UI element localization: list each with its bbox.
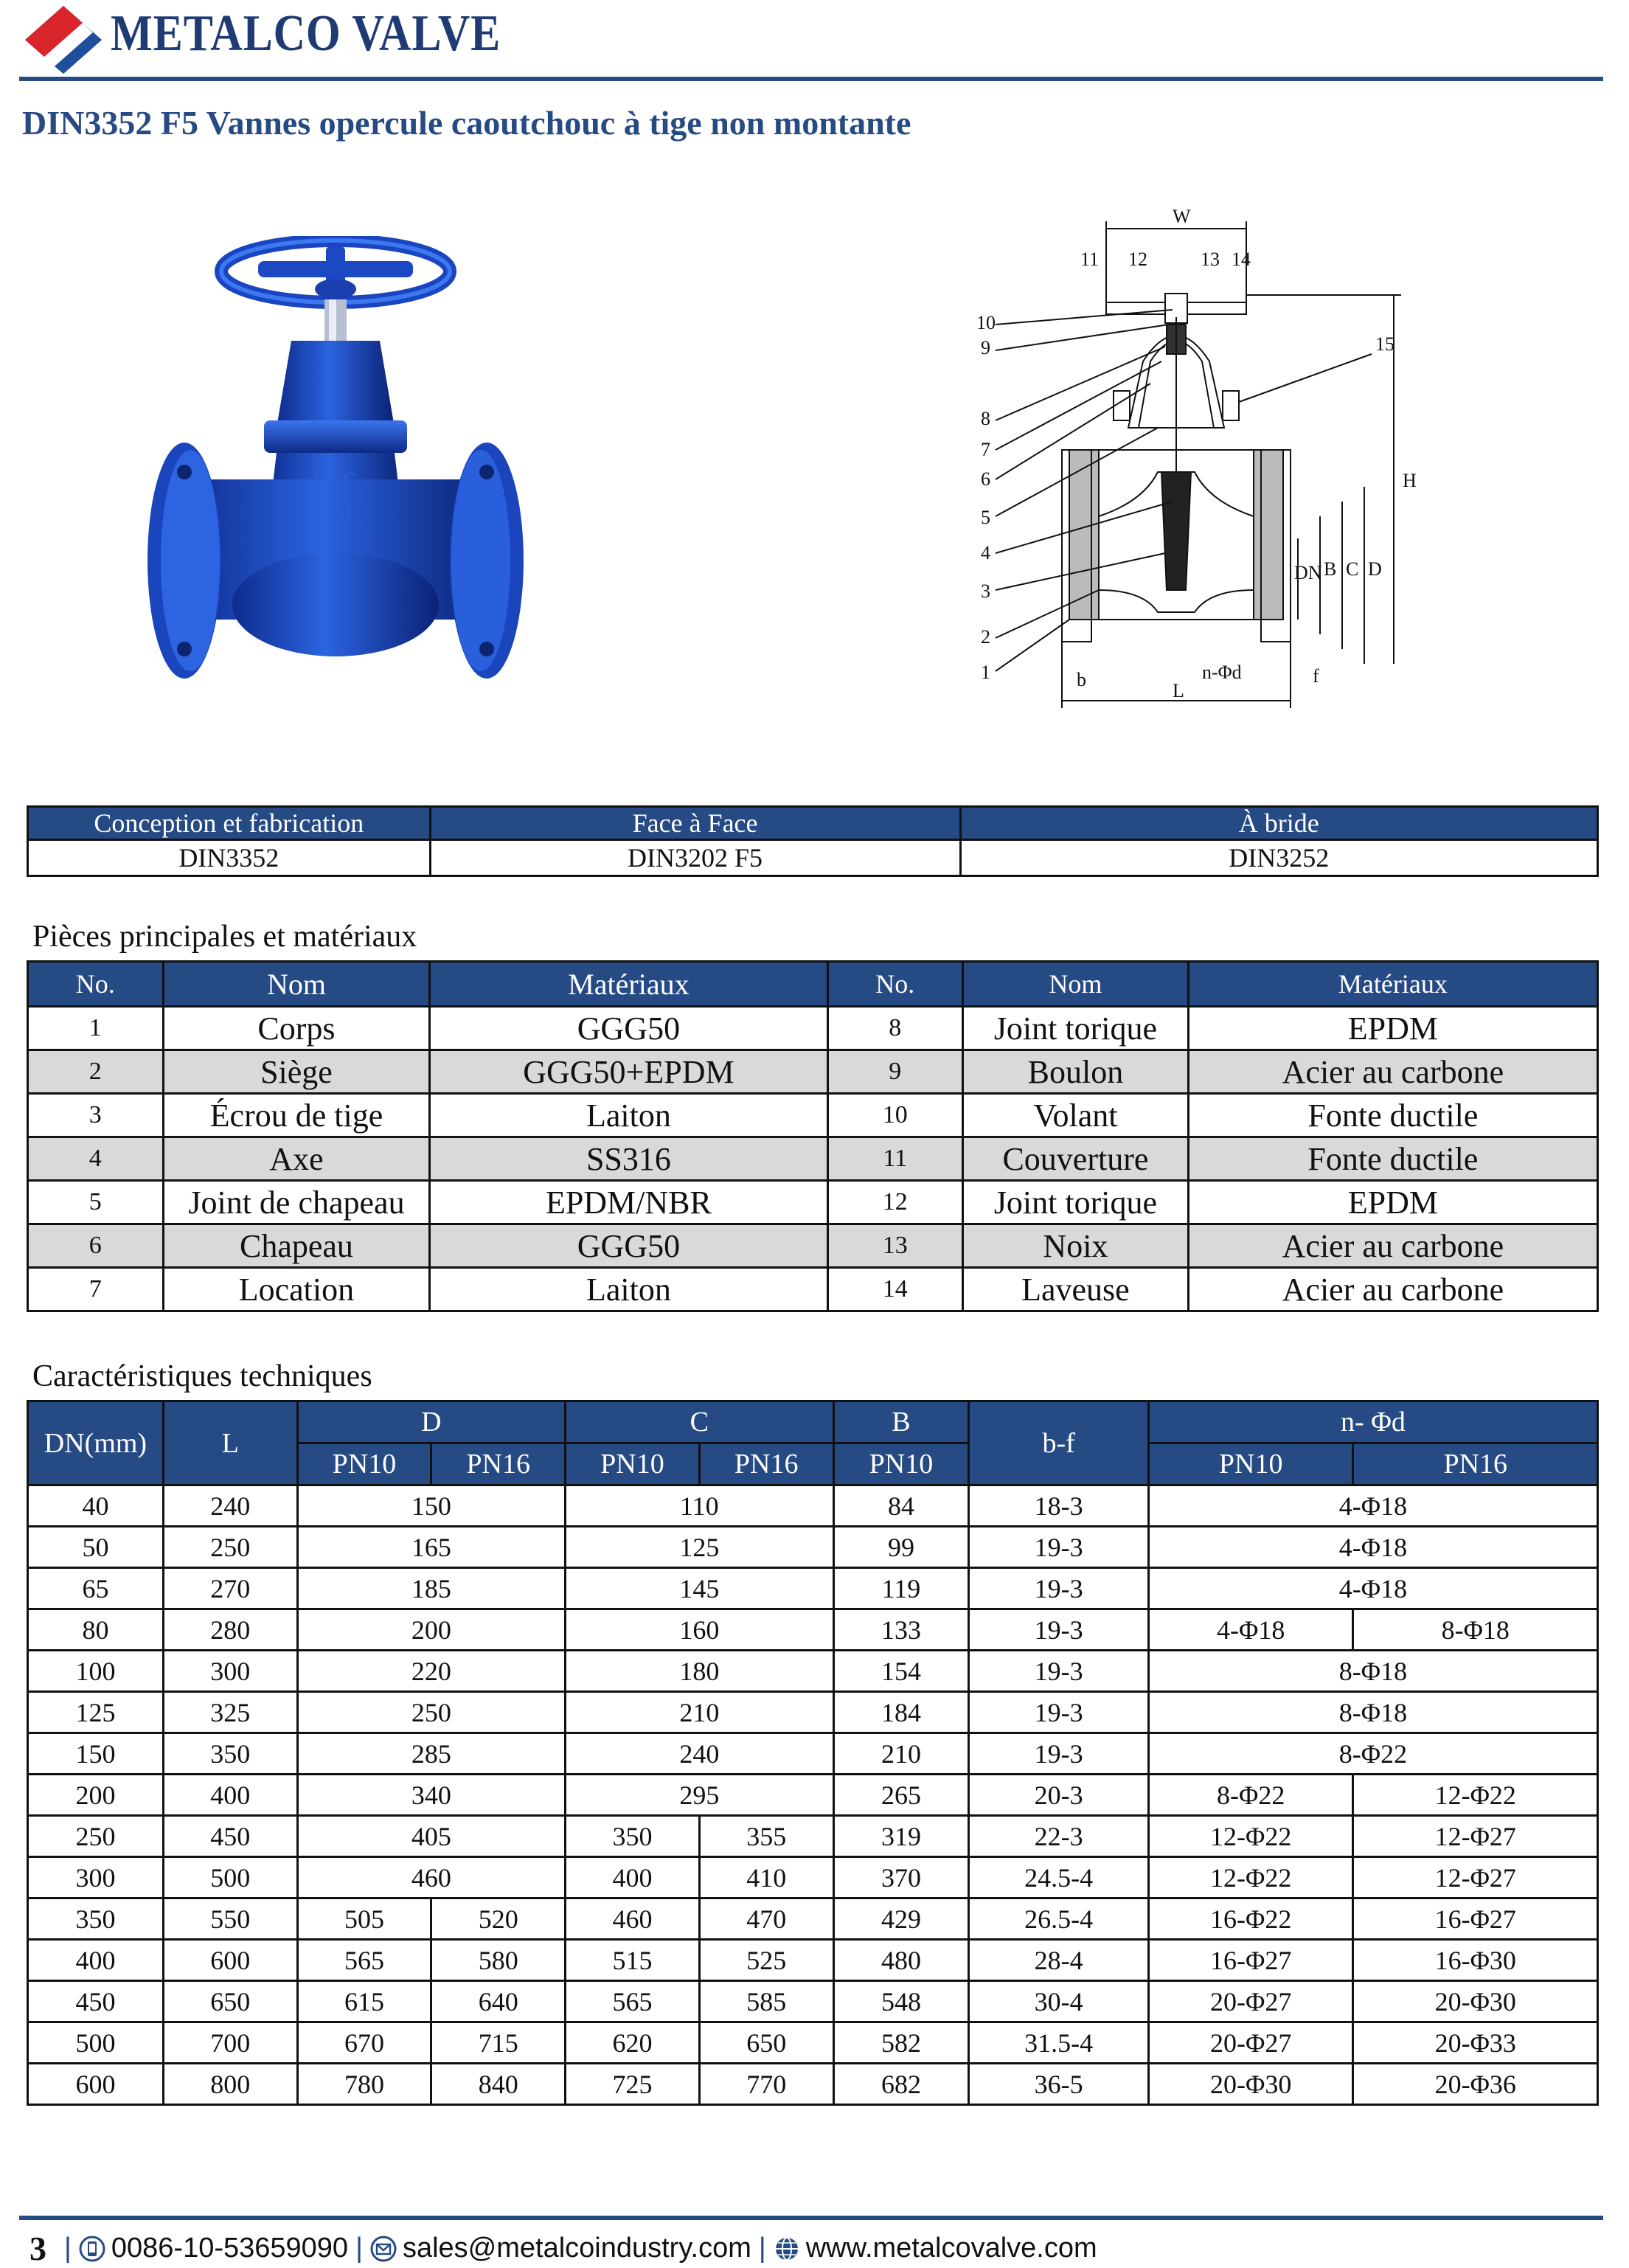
spec-header-dn: DN(mm) xyxy=(28,1401,164,1485)
svg-text:b: b xyxy=(1077,669,1086,690)
svg-text:15: 15 xyxy=(1375,333,1394,355)
spec-d: 165 xyxy=(297,1527,566,1568)
parts-header: No. xyxy=(28,962,164,1007)
part-number: 8 xyxy=(827,1007,963,1050)
spec-c-pn10: 400 xyxy=(566,1857,700,1898)
spec-dn: 600 xyxy=(28,2064,164,2105)
part-number: 9 xyxy=(827,1050,963,1094)
spec-b: 210 xyxy=(833,1733,969,1775)
svg-text:14: 14 xyxy=(1232,249,1251,270)
spec-row xyxy=(28,2022,1598,2064)
footer-rule xyxy=(19,2216,1603,2220)
spec-header-pn10: PN10 xyxy=(297,1443,431,1485)
header-rule xyxy=(19,77,1603,81)
part-material: Acier au carbone xyxy=(1188,1224,1597,1268)
part-material: Laiton xyxy=(430,1268,827,1311)
spec-row xyxy=(28,1857,1598,1898)
spec-d-pn10: 505 xyxy=(297,1898,431,1940)
spec-l: 600 xyxy=(163,1940,297,1981)
part-number: 4 xyxy=(28,1137,164,1181)
brand-name: METALCO VALVE xyxy=(111,5,501,62)
spec-dn: 300 xyxy=(28,1857,164,1898)
spec-dn: 100 xyxy=(28,1651,164,1692)
spec-header-l: L xyxy=(163,1401,297,1485)
spec-header-pn10: PN10 xyxy=(566,1443,700,1485)
spec-dn: 450 xyxy=(28,1981,164,2022)
part-material: EPDM xyxy=(1188,1181,1597,1224)
spec-l: 500 xyxy=(163,1857,297,1898)
spec-bf: 28-4 xyxy=(969,1940,1149,1981)
parts-row xyxy=(28,1137,1598,1181)
spec-nd-pn10: 8-Φ22 xyxy=(1148,1775,1353,1816)
spec-b: 319 xyxy=(833,1816,969,1857)
spec-c-pn10: 565 xyxy=(566,1981,700,2022)
svg-text:W: W xyxy=(1173,207,1191,227)
parts-row xyxy=(28,1181,1598,1224)
part-name: Siège xyxy=(163,1050,430,1094)
spec-b: 99 xyxy=(833,1527,969,1568)
spec-d-pn16: 520 xyxy=(431,1898,566,1940)
spec-bf: 18-3 xyxy=(969,1485,1149,1527)
spec-row xyxy=(28,1692,1598,1733)
spec-bf: 19-3 xyxy=(969,1651,1149,1692)
spec-d-pn10: 670 xyxy=(297,2022,431,2064)
spec-b: 429 xyxy=(833,1898,969,1940)
svg-text:7: 7 xyxy=(981,439,990,460)
svg-text:DN: DN xyxy=(1294,562,1322,583)
phone-number[interactable]: 0086-10-53659090 xyxy=(111,2233,349,2264)
svg-text:B: B xyxy=(1324,558,1337,580)
spec-l: 800 xyxy=(163,2064,297,2105)
spec-nd-pn16: 20-Φ30 xyxy=(1353,1981,1598,2022)
spec-dn: 125 xyxy=(28,1692,164,1733)
parts-body xyxy=(28,1007,1598,1311)
parts-row xyxy=(28,1050,1598,1094)
part-number: 13 xyxy=(827,1224,963,1268)
spec-dn: 50 xyxy=(28,1527,164,1568)
std-value: DIN3352 xyxy=(28,840,431,876)
parts-header: Nom xyxy=(163,962,430,1007)
valve-cross-section-drawing xyxy=(951,207,1453,723)
spec-header-b: B xyxy=(833,1401,969,1443)
website-link[interactable]: www.metalcovalve.com xyxy=(805,2233,1097,2264)
spec-row xyxy=(28,1651,1598,1692)
part-material: EPDM/NBR xyxy=(430,1181,827,1224)
spec-l: 650 xyxy=(163,1981,297,2022)
svg-text:9: 9 xyxy=(981,337,990,358)
standards-table xyxy=(27,805,1599,877)
spec-row xyxy=(28,1816,1598,1857)
spec-c-pn10: 460 xyxy=(566,1898,700,1940)
svg-text:f: f xyxy=(1313,665,1319,687)
spec-header-pn10: PN10 xyxy=(1148,1443,1353,1485)
valve-photo xyxy=(140,236,531,745)
spec-c-pn16: 770 xyxy=(699,2064,833,2105)
spec-bf: 19-3 xyxy=(969,1733,1149,1775)
spec-c-pn10: 620 xyxy=(566,2022,700,2064)
part-name: Laveuse xyxy=(963,1268,1189,1311)
parts-header: No. xyxy=(827,962,963,1007)
spec-row xyxy=(28,1733,1598,1775)
part-number: 5 xyxy=(28,1181,164,1224)
spec-d: 460 xyxy=(297,1857,566,1898)
spec-nd: 4-Φ18 xyxy=(1148,1485,1597,1527)
globe-icon xyxy=(774,2236,800,2262)
part-material: GGG50 xyxy=(430,1007,827,1050)
part-material: GGG50 xyxy=(430,1224,827,1268)
svg-text:2: 2 xyxy=(981,626,990,648)
spec-dn: 40 xyxy=(28,1485,164,1527)
spec-d-pn16: 640 xyxy=(431,1981,566,2022)
std-header: Face à Face xyxy=(430,807,960,840)
svg-text:C: C xyxy=(1346,558,1359,580)
spec-dn: 350 xyxy=(28,1898,164,1940)
spec-d: 340 xyxy=(297,1775,566,1816)
svg-text:4: 4 xyxy=(981,542,990,563)
svg-text:D: D xyxy=(1368,558,1382,580)
part-name: Chapeau xyxy=(163,1224,430,1268)
std-header: À bride xyxy=(960,807,1598,840)
part-name: Axe xyxy=(163,1137,430,1181)
spec-bf: 20-3 xyxy=(969,1775,1149,1816)
spec-row xyxy=(28,1527,1598,1568)
spec-row xyxy=(28,1940,1598,1981)
spec-d-pn16: 580 xyxy=(431,1940,566,1981)
spec-c-pn16: 650 xyxy=(699,2022,833,2064)
spec-dn: 400 xyxy=(28,1940,164,1981)
svg-text:n-Φd: n-Φd xyxy=(1202,662,1242,683)
svg-text:5: 5 xyxy=(981,507,990,528)
spec-d-pn10: 780 xyxy=(297,2064,431,2105)
spec-header-bf: b-f xyxy=(969,1401,1149,1485)
spec-c: 110 xyxy=(566,1485,834,1527)
footer: 3 | 0086-10-53659090 | sales@metalcoindustry.com | www.metalcovalve.com xyxy=(29,2230,1097,2267)
spec-l: 270 xyxy=(163,1568,297,1609)
spec-bf: 22-3 xyxy=(969,1816,1149,1857)
spec-b: 84 xyxy=(833,1485,969,1527)
parts-row xyxy=(28,1224,1598,1268)
spec-bf: 30-4 xyxy=(969,1981,1149,2022)
parts-header: Matériaux xyxy=(1188,962,1597,1007)
spec-nd-pn16: 12-Φ22 xyxy=(1353,1775,1598,1816)
spec-body xyxy=(28,1485,1598,2105)
spec-nd-pn10: 12-Φ22 xyxy=(1148,1857,1353,1898)
spec-l: 700 xyxy=(163,2022,297,2064)
part-material: EPDM xyxy=(1188,1007,1597,1050)
metalco-logo xyxy=(22,3,105,77)
email-link[interactable]: sales@metalcoindustry.com xyxy=(402,2233,751,2264)
spec-row xyxy=(28,1981,1598,2022)
parts-header: Matériaux xyxy=(430,962,827,1007)
spec-dn: 150 xyxy=(28,1733,164,1775)
spec-nd-pn16: 16-Φ30 xyxy=(1353,1940,1598,1981)
part-number: 7 xyxy=(28,1268,164,1311)
part-material: Fonte ductile xyxy=(1188,1137,1597,1181)
spec-header-pn16: PN16 xyxy=(431,1443,566,1485)
std-value: DIN3252 xyxy=(960,840,1598,876)
spec-c-pn10: 725 xyxy=(566,2064,700,2105)
spec-c-pn16: 355 xyxy=(699,1816,833,1857)
parts-section-title: Pièces principales et matériaux xyxy=(32,920,417,954)
spec-bf: 19-3 xyxy=(969,1568,1149,1609)
spec-c: 180 xyxy=(566,1651,834,1692)
spec-c-pn16: 585 xyxy=(699,1981,833,2022)
part-name: Joint de chapeau xyxy=(163,1181,430,1224)
spec-bf: 19-3 xyxy=(969,1692,1149,1733)
svg-text:13: 13 xyxy=(1201,249,1220,270)
part-material: Fonte ductile xyxy=(1188,1094,1597,1137)
spec-c: 125 xyxy=(566,1527,834,1568)
spec-nd: 4-Φ18 xyxy=(1148,1568,1597,1609)
spec-b: 265 xyxy=(833,1775,969,1816)
parts-row xyxy=(28,1007,1598,1050)
spec-l: 240 xyxy=(163,1485,297,1527)
part-material: Acier au carbone xyxy=(1188,1050,1597,1094)
part-number: 1 xyxy=(28,1007,164,1050)
parts-row xyxy=(28,1268,1598,1311)
spec-nd: 8-Φ18 xyxy=(1148,1651,1597,1692)
spec-d: 220 xyxy=(297,1651,566,1692)
svg-text:L: L xyxy=(1173,680,1184,701)
spec-b: 184 xyxy=(833,1692,969,1733)
part-material: GGG50+EPDM xyxy=(430,1050,827,1094)
spec-c-pn10: 515 xyxy=(566,1940,700,1981)
svg-text:H: H xyxy=(1403,470,1417,491)
spec-d: 285 xyxy=(297,1733,566,1775)
spec-d-pn16: 840 xyxy=(431,2064,566,2105)
email-icon xyxy=(370,2236,397,2262)
spec-row xyxy=(28,1609,1598,1651)
spec-nd-pn16: 16-Φ27 xyxy=(1353,1898,1598,1940)
spec-row xyxy=(28,1775,1598,1816)
spec-d: 185 xyxy=(297,1568,566,1609)
spec-d: 150 xyxy=(297,1485,566,1527)
part-number: 11 xyxy=(827,1137,963,1181)
spec-d: 405 xyxy=(297,1816,566,1857)
spec-d: 250 xyxy=(297,1692,566,1733)
spec-c-pn16: 470 xyxy=(699,1898,833,1940)
spec-dn: 200 xyxy=(28,1775,164,1816)
parts-table xyxy=(27,960,1599,1312)
spec-b: 154 xyxy=(833,1651,969,1692)
spec-b: 480 xyxy=(833,1940,969,1981)
spec-nd: 8-Φ18 xyxy=(1148,1692,1597,1733)
spec-nd-pn16: 20-Φ36 xyxy=(1353,2064,1598,2105)
std-value: DIN3202 F5 xyxy=(430,840,960,876)
spec-row xyxy=(28,1485,1598,1527)
spec-l: 350 xyxy=(163,1733,297,1775)
spec-dn: 80 xyxy=(28,1609,164,1651)
spec-b: 682 xyxy=(833,2064,969,2105)
spec-l: 280 xyxy=(163,1609,297,1651)
spec-nd: 4-Φ18 xyxy=(1148,1527,1597,1568)
spec-nd-pn10: 12-Φ22 xyxy=(1148,1816,1353,1857)
spec-nd-pn10: 4-Φ18 xyxy=(1148,1609,1353,1651)
spec-bf: 19-3 xyxy=(969,1609,1149,1651)
spec-bf: 36-5 xyxy=(969,2064,1149,2105)
spec-dn: 500 xyxy=(28,2022,164,2064)
spec-nd-pn10: 20-Φ27 xyxy=(1148,2022,1353,2064)
spec-dn: 65 xyxy=(28,1568,164,1609)
parts-row xyxy=(28,1094,1598,1137)
part-number: 10 xyxy=(827,1094,963,1137)
spec-nd-pn16: 12-Φ27 xyxy=(1353,1816,1598,1857)
part-name: Location xyxy=(163,1268,430,1311)
page-title: DIN3352 F5 Vannes opercule caoutchouc à tige non montante xyxy=(22,104,911,142)
spec-header-c: C xyxy=(566,1401,834,1443)
part-number: 6 xyxy=(28,1224,164,1268)
svg-text:11: 11 xyxy=(1080,249,1100,270)
spec-dn: 250 xyxy=(28,1816,164,1857)
spec-nd-pn10: 16-Φ27 xyxy=(1148,1940,1353,1981)
part-material: Acier au carbone xyxy=(1188,1268,1597,1311)
spec-c: 160 xyxy=(566,1609,834,1651)
spec-d-pn10: 615 xyxy=(297,1981,431,2022)
part-number: 2 xyxy=(28,1050,164,1094)
spec-nd-pn16: 12-Φ27 xyxy=(1353,1857,1598,1898)
spec-header-pn10: PN10 xyxy=(833,1443,969,1485)
spec-bf: 24.5-4 xyxy=(969,1857,1149,1898)
std-header: Conception et fabrication xyxy=(28,807,431,840)
spec-row xyxy=(28,1568,1598,1609)
part-name: Couverture xyxy=(963,1137,1189,1181)
spec-nd-pn10: 16-Φ22 xyxy=(1148,1898,1353,1940)
spec-header-d: D xyxy=(297,1401,566,1443)
spec-l: 250 xyxy=(163,1527,297,1568)
spec-b: 370 xyxy=(833,1857,969,1898)
svg-text:1: 1 xyxy=(981,662,990,683)
spec-c: 295 xyxy=(566,1775,834,1816)
spec-header-nd: n- Φd xyxy=(1148,1401,1597,1443)
spec-header-pn16: PN16 xyxy=(1353,1443,1598,1485)
spec-c: 210 xyxy=(566,1692,834,1733)
spec-l: 550 xyxy=(163,1898,297,1940)
spec-b: 548 xyxy=(833,1981,969,2022)
svg-text:6: 6 xyxy=(981,468,990,490)
part-number: 12 xyxy=(827,1181,963,1224)
spec-c: 240 xyxy=(566,1733,834,1775)
spec-bf: 19-3 xyxy=(969,1527,1149,1568)
spec-nd-pn16: 8-Φ18 xyxy=(1353,1609,1598,1651)
part-name: Écrou de tige xyxy=(163,1094,430,1137)
part-name: Joint torique xyxy=(963,1181,1189,1224)
spec-c-pn16: 525 xyxy=(699,1940,833,1981)
spec-b: 582 xyxy=(833,2022,969,2064)
spec-nd-pn16: 20-Φ33 xyxy=(1353,2022,1598,2064)
spec-b: 119 xyxy=(833,1568,969,1609)
spec-row xyxy=(28,1898,1598,1940)
spec-b: 133 xyxy=(833,1609,969,1651)
part-number: 3 xyxy=(28,1094,164,1137)
part-name: Corps xyxy=(163,1007,430,1050)
spec-d: 200 xyxy=(297,1609,566,1651)
svg-text:3: 3 xyxy=(981,580,990,602)
spec-d-pn16: 715 xyxy=(431,2022,566,2064)
spec-nd: 8-Φ22 xyxy=(1148,1733,1597,1775)
spec-c: 145 xyxy=(566,1568,834,1609)
part-material: SS316 xyxy=(430,1137,827,1181)
part-material: Laiton xyxy=(430,1094,827,1137)
phone-icon xyxy=(79,2236,105,2262)
spec-bf: 31.5-4 xyxy=(969,2022,1149,2064)
part-name: Joint torique xyxy=(963,1007,1189,1050)
spec-bf: 26.5-4 xyxy=(969,1898,1149,1940)
part-name: Volant xyxy=(963,1094,1189,1137)
page-number: 3 xyxy=(29,2230,46,2267)
spec-table xyxy=(27,1400,1599,2106)
svg-text:8: 8 xyxy=(981,408,990,429)
svg-text:10: 10 xyxy=(976,312,996,333)
spec-d-pn10: 565 xyxy=(297,1940,431,1981)
spec-c-pn16: 410 xyxy=(699,1857,833,1898)
spec-l: 325 xyxy=(163,1692,297,1733)
spec-c-pn10: 350 xyxy=(566,1816,700,1857)
spec-l: 300 xyxy=(163,1651,297,1692)
parts-header: Nom xyxy=(963,962,1189,1007)
part-name: Boulon xyxy=(963,1050,1189,1094)
spec-nd-pn10: 20-Φ27 xyxy=(1148,1981,1353,2022)
spec-header-pn16: PN16 xyxy=(699,1443,833,1485)
spec-l: 400 xyxy=(163,1775,297,1816)
svg-text:12: 12 xyxy=(1128,249,1147,270)
spec-section-title: Caractéristiques techniques xyxy=(32,1359,372,1393)
spec-l: 450 xyxy=(163,1816,297,1857)
spec-row xyxy=(28,2064,1598,2105)
spec-nd-pn10: 20-Φ30 xyxy=(1148,2064,1353,2105)
part-name: Noix xyxy=(963,1224,1189,1268)
part-number: 14 xyxy=(827,1268,963,1311)
